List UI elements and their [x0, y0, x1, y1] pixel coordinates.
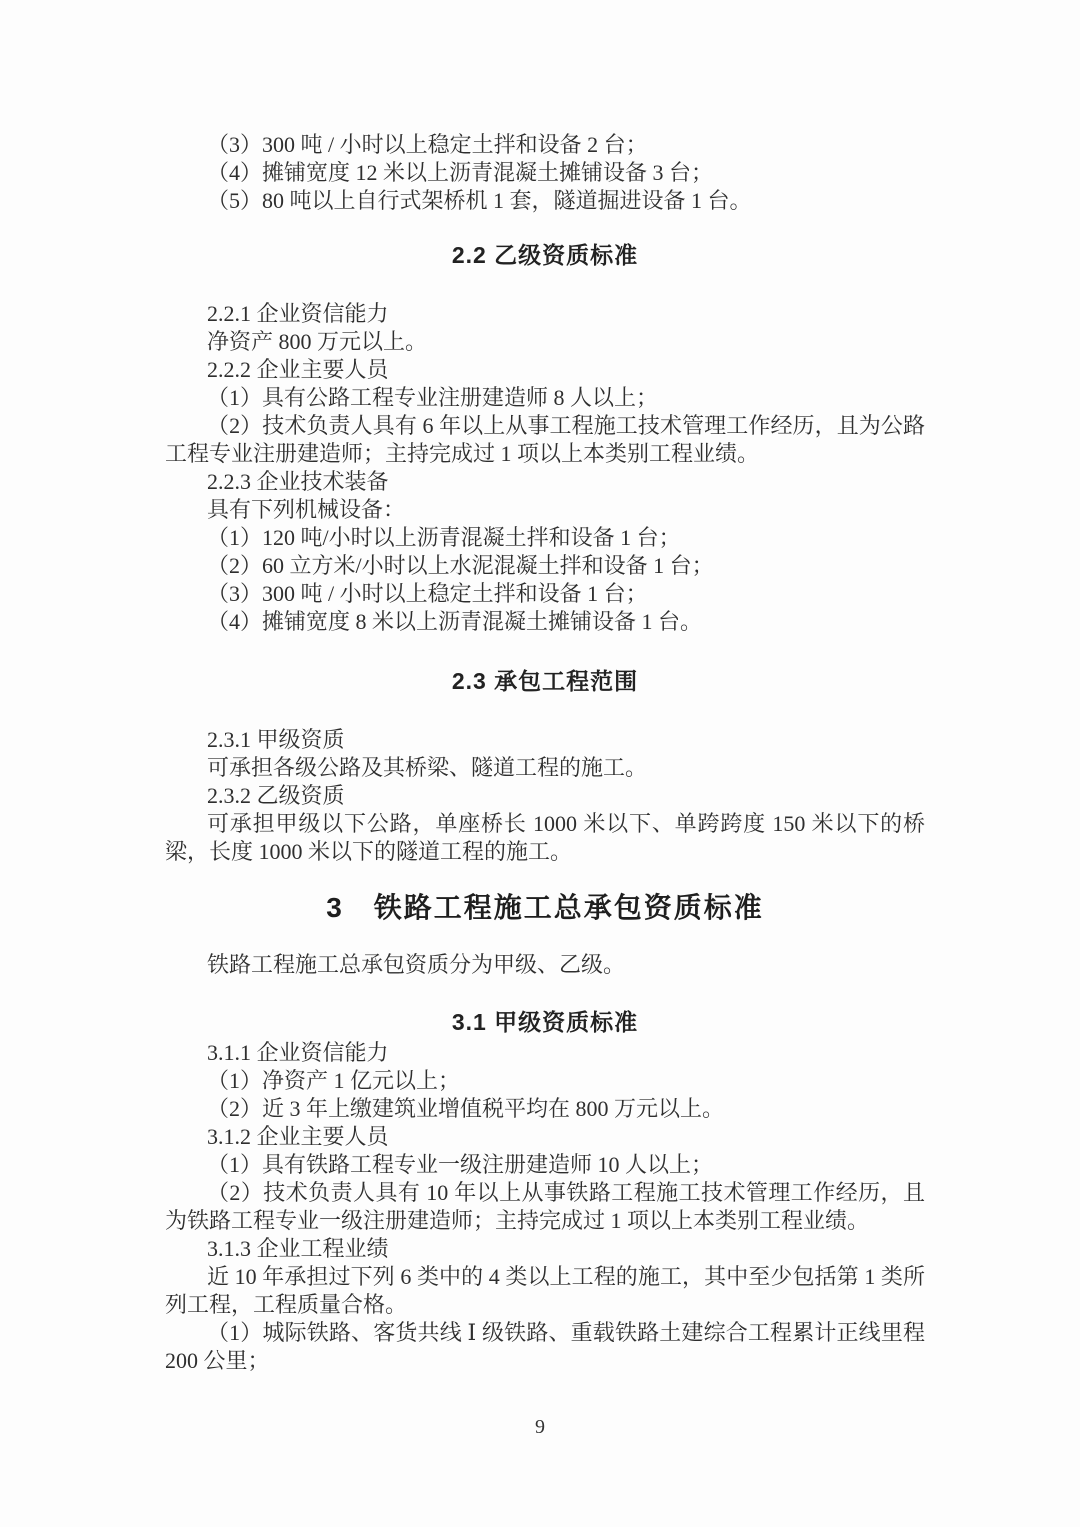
- body-paragraph: （1）具有公路工程专业注册建造师 8 人以上；: [207, 385, 659, 410]
- body-paragraph: 3.1.2 企业主要人员: [207, 1124, 389, 1149]
- body-paragraph: 2.3.2 乙级资质: [207, 783, 345, 808]
- body-paragraph: 2.2.2 企业主要人员: [207, 357, 389, 382]
- body-paragraph: （3）300 吨 / 小时以上稳定土拌和设备 1 台；: [207, 581, 648, 606]
- body-paragraph: （2）技术负责人具有 10 年以上从事铁路工程施工技术管理工作经历，且为铁路工程专业一级注册建造师；主持完成过 1 项以上本类别工程业绩。: [165, 1180, 925, 1233]
- body-paragraph: 净资产 800 万元以上。: [207, 329, 428, 354]
- body-paragraph: 3.1.1 企业资信能力: [207, 1040, 389, 1065]
- section-heading-3-1: 3.1 甲级资质标准: [451, 1009, 639, 1035]
- body-paragraph: （2）近 3 年上缴建筑业增值税平均在 800 万元以上。: [207, 1096, 725, 1121]
- body-paragraph: （2）60 立方米/小时以上水泥混凝土拌和设备 1 台；: [207, 553, 714, 578]
- body-paragraph: （5）80 吨以上自行式架桥机 1 套，隧道掘进设备 1 台。: [207, 188, 752, 213]
- body-paragraph: （4）摊铺宽度 12 米以上沥青混凝土摊铺设备 3 台；: [207, 160, 714, 185]
- body-paragraph: （1）净资产 1 亿元以上；: [207, 1068, 461, 1093]
- section-heading-2-2: 2.2 乙级资质标准: [451, 242, 639, 268]
- body-paragraph: （3）300 吨 / 小时以上稳定土拌和设备 2 台；: [207, 132, 648, 157]
- body-paragraph: 可承担甲级以下公路，单座桥长 1000 米以下、单跨跨度 150 米以下的桥梁，长度 1000 米以下的隧道工程的施工。: [165, 811, 925, 864]
- body-paragraph: （2）技术负责人具有 6 年以上从事工程施工技术管理工作经历，且为公路工程专业注册建造师；主持完成过 1 项以上本类别工程业绩。: [165, 413, 925, 466]
- body-paragraph: 3.1.3 企业工程业绩: [207, 1236, 389, 1261]
- body-paragraph: 近 10 年承担过下列 6 类中的 4 类以上工程的施工，其中至少包括第 1 类所列工程，工程质量合格。: [165, 1264, 925, 1317]
- body-paragraph: （4）摊铺宽度 8 米以上沥青混凝土摊铺设备 1 台。: [207, 609, 703, 634]
- body-paragraph: 具有下列机械设备：: [207, 497, 406, 522]
- chapter-heading-3: 3 铁路工程施工总承包资质标准: [326, 892, 764, 923]
- body-paragraph: 2.3.1 甲级资质: [207, 727, 345, 752]
- body-paragraph: 2.2.1 企业资信能力: [207, 301, 389, 326]
- body-paragraph: 可承担各级公路及其桥梁、隧道工程的施工。: [207, 755, 648, 780]
- page-content: [165, 131, 925, 1375]
- body-paragraph: （1）120 吨/小时以上沥青混凝土拌和设备 1 台；: [207, 525, 681, 550]
- section-heading-2-3: 2.3 承包工程范围: [451, 668, 639, 694]
- body-paragraph: 铁路工程施工总承包资质分为甲级、乙级。: [207, 952, 626, 977]
- body-paragraph: （1）城际铁路、客货共线 Ⅰ 级铁路、重载铁路土建综合工程累计正线里程 200 公里；: [165, 1320, 925, 1373]
- body-paragraph: 2.2.3 企业技术装备: [207, 469, 389, 494]
- body-paragraph: （1）具有铁路工程专业一级注册建造师 10 人以上；: [207, 1152, 714, 1177]
- page-number: 9: [535, 1416, 545, 1438]
